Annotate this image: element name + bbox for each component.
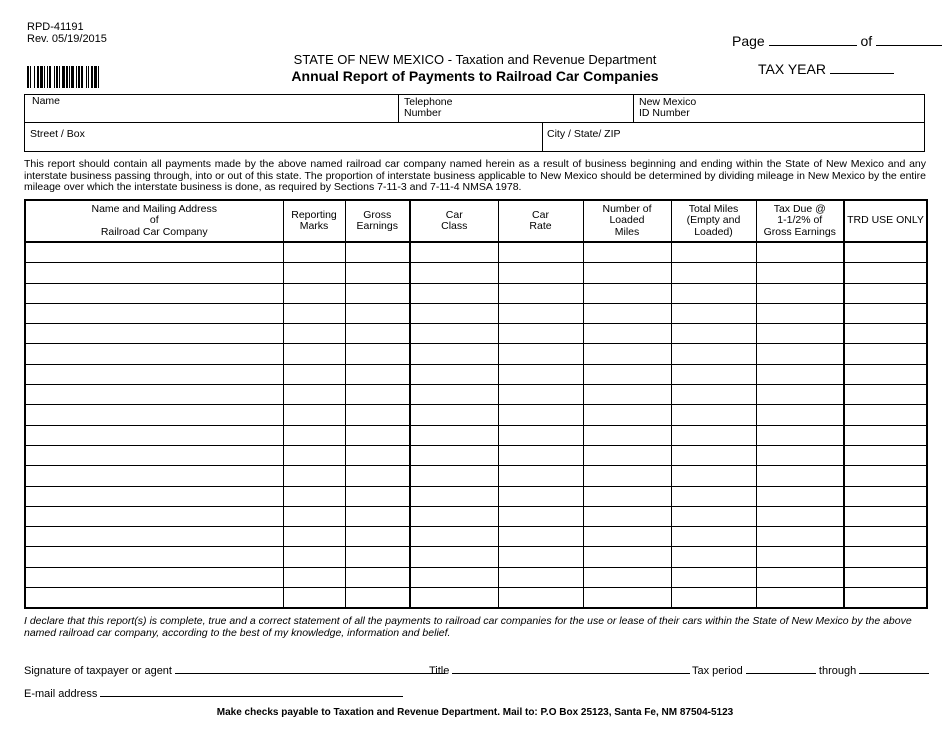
column-header-line: of (149, 214, 159, 227)
table-cell[interactable] (25, 242, 283, 263)
signature-line (24, 661, 445, 677)
table-cell[interactable] (25, 486, 283, 506)
table-cell[interactable] (671, 567, 756, 587)
table-cell[interactable] (844, 263, 927, 283)
table-cell[interactable] (583, 263, 671, 283)
table-cell[interactable] (583, 466, 671, 486)
table-cell[interactable] (345, 466, 410, 486)
table-cell[interactable] (756, 486, 844, 506)
table-cell[interactable] (410, 506, 498, 526)
table-cell[interactable] (25, 506, 283, 526)
tax-period-to-input[interactable] (859, 661, 929, 674)
table-cell[interactable] (283, 466, 345, 486)
table-cell[interactable] (283, 324, 345, 344)
table-cell[interactable] (756, 547, 844, 567)
table-cell[interactable] (671, 588, 756, 609)
table-cell[interactable] (583, 405, 671, 425)
table-cell[interactable] (498, 242, 583, 263)
table-cell[interactable] (345, 588, 410, 609)
column-header-line: Marks (299, 220, 329, 232)
table-cell[interactable] (410, 283, 498, 303)
table-cell[interactable] (756, 445, 844, 465)
table-cell[interactable] (25, 283, 283, 303)
table-cell[interactable] (583, 567, 671, 587)
table-cell[interactable] (283, 588, 345, 609)
table-cell[interactable] (756, 527, 844, 547)
signature-input[interactable] (175, 661, 445, 674)
instructions-text: This report should contain all payments made by the above named railroad car company named herein as a result of business beginning and ending within the State of New Mexico and any interstate business passing through, into or out of this state. The proportion of interstate business applicable to New Mexico should be determined by dividing mileage in New Mexico by the entire mileage over which the interstate business is done, as required by Sections 7-11-3 and 7-11-4 NMSA 1978. (24, 158, 926, 193)
table-cell[interactable] (498, 263, 583, 283)
taxpayer-info-box (24, 94, 925, 152)
table-row (25, 303, 927, 323)
table-cell[interactable] (498, 385, 583, 405)
page-total-input[interactable] (876, 33, 942, 46)
column-header-line: Loaded (609, 214, 645, 227)
column-header-4 (410, 200, 498, 242)
column-header-line: Earnings (356, 220, 398, 232)
table-cell[interactable] (756, 405, 844, 425)
column-header-line: Tax Due @ (773, 202, 826, 215)
table-cell[interactable] (583, 283, 671, 303)
table-row (25, 445, 927, 465)
table-cell[interactable] (283, 344, 345, 364)
table-cell[interactable] (498, 283, 583, 303)
table-cell[interactable] (410, 263, 498, 283)
table-cell[interactable] (671, 486, 756, 506)
table-cell[interactable] (25, 303, 283, 323)
table-cell[interactable] (671, 242, 756, 263)
table-cell[interactable] (410, 466, 498, 486)
table-cell[interactable] (410, 567, 498, 587)
table-cell[interactable] (25, 405, 283, 425)
table-row (25, 567, 927, 587)
table-cell[interactable] (498, 425, 583, 445)
table-cell[interactable] (756, 344, 844, 364)
telephone-label-2: Number (404, 107, 442, 119)
table-cell[interactable] (283, 303, 345, 323)
table-cell[interactable] (756, 425, 844, 445)
table-cell[interactable] (844, 567, 927, 587)
table-cell[interactable] (498, 364, 583, 384)
signature-label: Signature of taxpayer or agent (24, 665, 172, 677)
table-row (25, 242, 927, 263)
table-cell[interactable] (671, 445, 756, 465)
table-cell[interactable] (283, 547, 345, 567)
table-cell[interactable] (583, 242, 671, 263)
tax-period-label: Tax period (692, 665, 743, 677)
table-cell[interactable] (498, 466, 583, 486)
table-cell[interactable] (671, 405, 756, 425)
table-cell[interactable] (756, 283, 844, 303)
email-label: E-mail address (24, 688, 98, 700)
table-cell[interactable] (583, 527, 671, 547)
table-cell[interactable] (410, 445, 498, 465)
table-cell[interactable] (345, 547, 410, 567)
column-header-line: Name and Mailing Address (91, 202, 217, 215)
table-cell[interactable] (671, 344, 756, 364)
table-header-row (25, 200, 927, 242)
title-line (429, 661, 690, 677)
table-cell[interactable] (345, 283, 410, 303)
email-line (24, 684, 403, 700)
street-label: Street / Box (30, 128, 85, 140)
column-header-line: Reporting (291, 208, 337, 221)
table-cell[interactable] (498, 303, 583, 323)
table-cell[interactable] (671, 324, 756, 344)
form-revision: Rev. 05/19/2015 (27, 33, 107, 45)
table-cell[interactable] (410, 364, 498, 384)
email-input[interactable] (100, 684, 403, 697)
table-cell[interactable] (583, 385, 671, 405)
table-row (25, 283, 927, 303)
table-cell[interactable] (756, 364, 844, 384)
table-cell[interactable] (671, 263, 756, 283)
column-header-line: Gross (363, 208, 392, 221)
table-row (25, 425, 927, 445)
table-cell[interactable] (583, 425, 671, 445)
nm-id-label-2: ID Number (639, 107, 690, 119)
name-field[interactable] (32, 96, 60, 107)
column-header-line: Railroad Car Company (100, 225, 208, 238)
table-cell[interactable] (583, 364, 671, 384)
table-cell[interactable] (844, 242, 927, 263)
table-cell[interactable] (345, 445, 410, 465)
table-cell[interactable] (844, 324, 927, 344)
table-cell[interactable] (844, 303, 927, 323)
table-cell[interactable] (844, 486, 927, 506)
page-label: Page (732, 33, 765, 49)
table-cell[interactable] (756, 567, 844, 587)
table-cell[interactable] (283, 445, 345, 465)
table-cell[interactable] (345, 263, 410, 283)
page-title: Annual Report of Payments to Railroad Car Companies (291, 68, 659, 84)
column-header-8 (756, 200, 844, 242)
table-cell[interactable] (25, 263, 283, 283)
table-cell[interactable] (283, 486, 345, 506)
table-cell[interactable] (671, 283, 756, 303)
column-header-line: Miles (614, 225, 640, 238)
table-row (25, 405, 927, 425)
table-cell[interactable] (345, 385, 410, 405)
table-row (25, 506, 927, 526)
table-cell[interactable] (498, 486, 583, 506)
form-identifier (27, 21, 107, 45)
table-cell[interactable] (283, 364, 345, 384)
table-row (25, 385, 927, 405)
table-cell[interactable] (671, 364, 756, 384)
tax-year-label: TAX YEAR (758, 61, 826, 77)
table-cell[interactable] (583, 486, 671, 506)
table-cell[interactable] (498, 547, 583, 567)
column-header-1 (25, 200, 283, 242)
table-cell[interactable] (410, 242, 498, 263)
city-state-zip-field[interactable] (547, 129, 621, 140)
table-cell[interactable] (498, 506, 583, 526)
table-cell[interactable] (410, 385, 498, 405)
table-cell[interactable] (756, 385, 844, 405)
table-cell[interactable] (498, 527, 583, 547)
column-header-line: Car (532, 208, 549, 221)
column-header-6 (583, 200, 671, 242)
table-cell[interactable] (410, 425, 498, 445)
table-cell[interactable] (345, 425, 410, 445)
table-cell[interactable] (498, 324, 583, 344)
table-cell[interactable] (671, 425, 756, 445)
table-cell[interactable] (844, 527, 927, 547)
table-cell[interactable] (283, 405, 345, 425)
column-header-5 (498, 200, 583, 242)
page-number-field (732, 33, 942, 49)
table-cell[interactable] (498, 567, 583, 587)
table-cell[interactable] (498, 588, 583, 609)
table-cell[interactable] (844, 425, 927, 445)
form-number: RPD-41191 (27, 21, 84, 33)
table-cell[interactable] (345, 324, 410, 344)
page-of-label: of (860, 33, 873, 49)
tax-period-line (692, 661, 929, 677)
table-cell[interactable] (345, 242, 410, 263)
table-cell[interactable] (844, 283, 927, 303)
table-cell[interactable] (410, 405, 498, 425)
column-header-line: Loaded) (694, 225, 733, 238)
name-label: Name (32, 95, 61, 107)
table-cell[interactable] (410, 344, 498, 364)
table-row (25, 486, 927, 506)
table-cell[interactable] (671, 527, 756, 547)
table-row (25, 527, 927, 547)
table-cell[interactable] (844, 547, 927, 567)
table-cell[interactable] (283, 242, 345, 263)
table-cell[interactable] (345, 303, 410, 323)
table-cell[interactable] (283, 527, 345, 547)
agency-name: STATE OF NEW MEXICO - Taxation and Revenue Department (293, 52, 657, 67)
table-cell[interactable] (283, 506, 345, 526)
column-header-line: Class (441, 220, 468, 232)
table-cell[interactable] (25, 588, 283, 609)
telephone-field[interactable] (404, 97, 452, 119)
table-cell[interactable] (671, 466, 756, 486)
table-cell[interactable] (756, 506, 844, 526)
table-cell[interactable] (25, 445, 283, 465)
table-cell[interactable] (844, 506, 927, 526)
city-state-zip-label: City / State/ ZIP (547, 128, 621, 140)
table-cell[interactable] (583, 588, 671, 609)
column-header-line: 1-1/2% of (777, 214, 823, 227)
column-header-line: Number of (602, 202, 652, 215)
table-cell[interactable] (498, 405, 583, 425)
nm-id-label-1: New Mexico (639, 96, 697, 108)
table-cell[interactable] (283, 425, 345, 445)
table-cell[interactable] (410, 547, 498, 567)
column-header-3 (345, 200, 410, 242)
table-cell[interactable] (345, 527, 410, 547)
table-cell[interactable] (345, 405, 410, 425)
table-cell[interactable] (756, 242, 844, 263)
column-header-line: Total Miles (688, 202, 739, 215)
table-cell[interactable] (583, 547, 671, 567)
payments-table (24, 199, 928, 609)
tax-period-from-input[interactable] (746, 661, 816, 674)
nm-id-field[interactable] (639, 97, 696, 119)
column-header-line: (Empty and (686, 214, 741, 227)
table-cell[interactable] (498, 344, 583, 364)
table-cell[interactable] (283, 385, 345, 405)
table-cell[interactable] (410, 324, 498, 344)
title-input[interactable] (452, 661, 690, 674)
table-row (25, 466, 927, 486)
table-row (25, 263, 927, 283)
telephone-label-1: Telephone (404, 96, 453, 108)
table-cell[interactable] (583, 303, 671, 323)
column-header-line: Rate (529, 220, 552, 232)
table-cell[interactable] (498, 445, 583, 465)
table-row (25, 588, 927, 609)
table-cell[interactable] (410, 303, 498, 323)
table-row (25, 344, 927, 364)
table-cell[interactable] (583, 445, 671, 465)
table-cell[interactable] (671, 506, 756, 526)
table-cell[interactable] (671, 303, 756, 323)
table-cell[interactable] (844, 445, 927, 465)
page-number-input[interactable] (769, 33, 857, 46)
table-cell[interactable] (410, 527, 498, 547)
table-cell[interactable] (844, 385, 927, 405)
table-cell[interactable] (844, 405, 927, 425)
column-header-line: Gross Earnings (763, 225, 836, 238)
table-cell[interactable] (756, 588, 844, 609)
table-cell[interactable] (756, 303, 844, 323)
table-cell[interactable] (583, 344, 671, 364)
table-cell[interactable] (345, 486, 410, 506)
table-cell[interactable] (345, 567, 410, 587)
column-header-2 (283, 200, 345, 242)
table-cell[interactable] (25, 547, 283, 567)
table-cell[interactable] (756, 263, 844, 283)
table-cell[interactable] (25, 344, 283, 364)
table-cell[interactable] (844, 466, 927, 486)
column-header-line: Car (445, 208, 463, 221)
table-cell[interactable] (25, 466, 283, 486)
table-cell[interactable] (844, 344, 927, 364)
street-field[interactable] (30, 129, 85, 140)
table-cell[interactable] (756, 324, 844, 344)
payment-instructions: Make checks payable to Taxation and Revenue Department. Mail to: P.O Box 25123, Santa Fe, NM 87504-5123 (216, 707, 734, 718)
column-header-7 (671, 200, 756, 242)
table-cell[interactable] (25, 324, 283, 344)
column-header-9 (844, 200, 927, 242)
table-cell[interactable] (583, 506, 671, 526)
table-row (25, 324, 927, 344)
title-label: Title (429, 665, 450, 677)
table-cell[interactable] (345, 506, 410, 526)
table-cell[interactable] (583, 324, 671, 344)
table-cell[interactable] (844, 588, 927, 609)
table-row (25, 547, 927, 567)
table-cell[interactable] (410, 588, 498, 609)
declaration-text: I declare that this report(s) is complete, true and a correct statement of all the payments to railroad car companies for the use or lease of their cars within the State of New Mexico by the above named railroad car company, according to the best of my knowledge, information and belief. (24, 615, 912, 639)
table-cell[interactable] (345, 344, 410, 364)
through-label: through (818, 665, 857, 677)
table-cell[interactable] (283, 263, 345, 283)
table-cell[interactable] (25, 364, 283, 384)
table-row (25, 364, 927, 384)
table-cell[interactable] (25, 527, 283, 547)
table-cell[interactable] (756, 466, 844, 486)
table-cell[interactable] (25, 425, 283, 445)
table-cell[interactable] (283, 283, 345, 303)
table-cell[interactable] (844, 364, 927, 384)
column-header-line: TRD USE ONLY (847, 214, 924, 227)
table-cell[interactable] (671, 547, 756, 567)
table-cell[interactable] (25, 567, 283, 587)
table-cell[interactable] (25, 385, 283, 405)
table-cell[interactable] (283, 567, 345, 587)
table-cell[interactable] (671, 385, 756, 405)
table-cell[interactable] (410, 486, 498, 506)
table-cell[interactable] (345, 364, 410, 384)
